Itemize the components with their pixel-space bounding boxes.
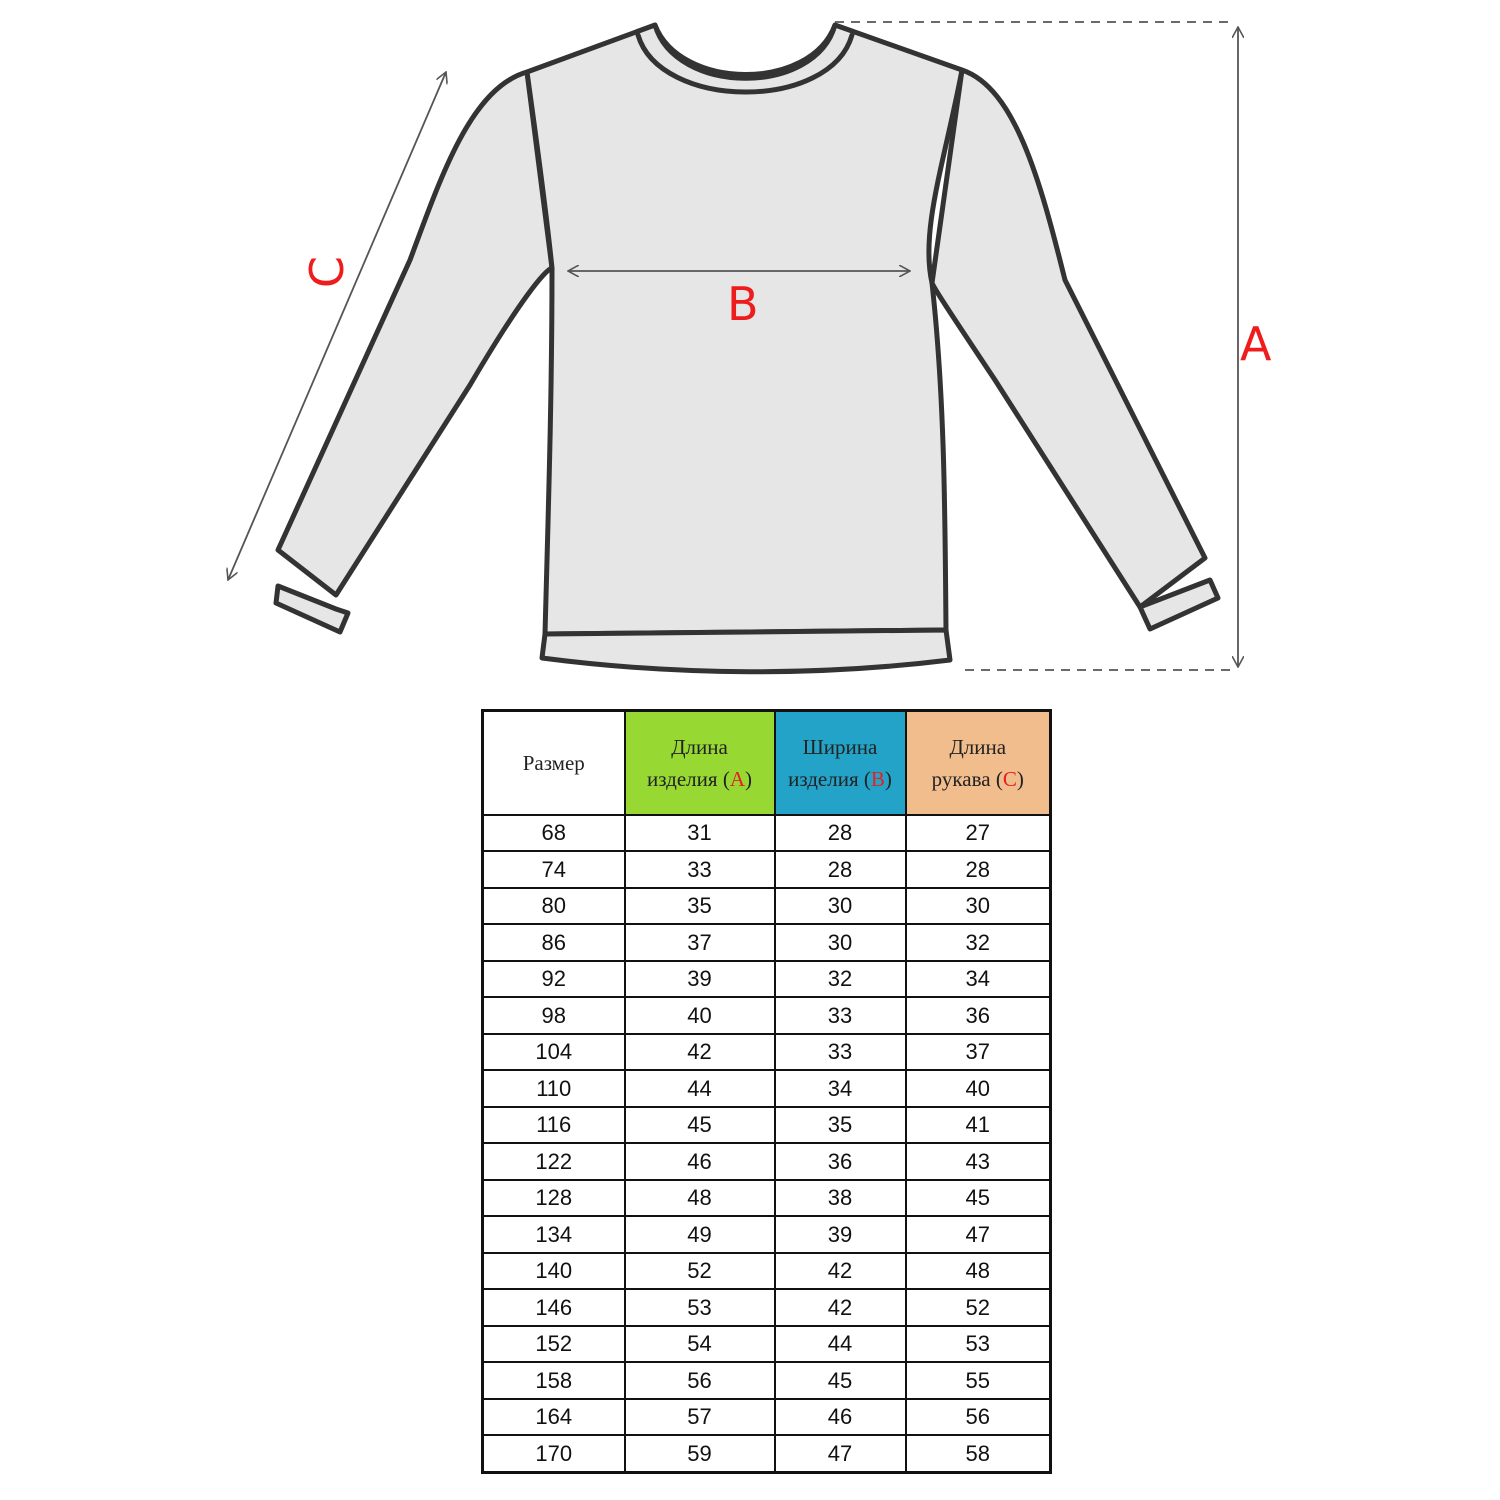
size-cell: 122 xyxy=(483,1143,625,1179)
length-cell: 45 xyxy=(625,1107,775,1143)
header-sleeve: Длина рукава (C) xyxy=(906,711,1051,816)
header-dimension-letter: A xyxy=(729,767,745,791)
sleeve-cell: 55 xyxy=(906,1362,1051,1398)
size-cell: 86 xyxy=(483,924,625,960)
header-row xyxy=(483,711,1051,816)
width-cell: 38 xyxy=(775,1180,906,1216)
length-cell: 44 xyxy=(625,1070,775,1106)
sleeve-label: C xyxy=(300,255,354,289)
width-cell: 44 xyxy=(775,1326,906,1362)
width-cell: 32 xyxy=(775,961,906,997)
length-cell: 40 xyxy=(625,997,775,1033)
header-text-line: Длина xyxy=(671,735,728,759)
width-cell: 42 xyxy=(775,1289,906,1325)
sleeve-cell: 37 xyxy=(906,1034,1051,1070)
right-sleeve xyxy=(932,70,1205,607)
table-row xyxy=(483,888,1051,924)
waistband xyxy=(542,630,950,672)
header-text-line: Размер xyxy=(522,751,585,775)
sleeve-cell: 52 xyxy=(906,1289,1051,1325)
table-row xyxy=(483,1107,1051,1143)
size-cell: 128 xyxy=(483,1180,625,1216)
size-cell: 116 xyxy=(483,1107,625,1143)
length-label: A xyxy=(1240,317,1272,371)
length-cell: 35 xyxy=(625,888,775,924)
size-cell: 134 xyxy=(483,1216,625,1252)
length-cell: 57 xyxy=(625,1399,775,1435)
width-cell: 33 xyxy=(775,997,906,1033)
table-row xyxy=(483,815,1051,851)
size-table-body xyxy=(483,815,1051,1473)
table-row xyxy=(483,961,1051,997)
length-cell: 39 xyxy=(625,961,775,997)
width-cell: 30 xyxy=(775,924,906,960)
table-row xyxy=(483,1253,1051,1289)
width-cell: 45 xyxy=(775,1362,906,1398)
sleeve-cell: 43 xyxy=(906,1143,1051,1179)
table-row xyxy=(483,1180,1051,1216)
sweatshirt-illustration xyxy=(276,25,1218,672)
sleeve-cell: 34 xyxy=(906,961,1051,997)
width-cell: 39 xyxy=(775,1216,906,1252)
length-cell: 52 xyxy=(625,1253,775,1289)
table-row xyxy=(483,851,1051,887)
size-cell: 98 xyxy=(483,997,625,1033)
size-cell: 170 xyxy=(483,1435,625,1472)
sleeve-cell: 27 xyxy=(906,815,1051,851)
sleeve-cell: 36 xyxy=(906,997,1051,1033)
length-cell: 56 xyxy=(625,1362,775,1398)
sleeve-cell: 32 xyxy=(906,924,1051,960)
size-cell: 110 xyxy=(483,1070,625,1106)
length-cell: 53 xyxy=(625,1289,775,1325)
width-cell: 47 xyxy=(775,1435,906,1472)
sleeve-cell: 45 xyxy=(906,1180,1051,1216)
size-cell: 164 xyxy=(483,1399,625,1435)
sweatshirt-size-diagram xyxy=(0,0,1500,700)
sleeve-cell: 28 xyxy=(906,851,1051,887)
table-row xyxy=(483,1034,1051,1070)
sleeve-cell: 56 xyxy=(906,1399,1051,1435)
length-cell: 49 xyxy=(625,1216,775,1252)
sleeve-cell: 41 xyxy=(906,1107,1051,1143)
size-cell: 80 xyxy=(483,888,625,924)
length-cell: 37 xyxy=(625,924,775,960)
width-label: B xyxy=(727,277,759,331)
sleeve-cell: 30 xyxy=(906,888,1051,924)
size-cell: 74 xyxy=(483,851,625,887)
size-cell: 140 xyxy=(483,1253,625,1289)
length-cell: 31 xyxy=(625,815,775,851)
length-cell: 42 xyxy=(625,1034,775,1070)
table-row xyxy=(483,997,1051,1033)
width-cell: 42 xyxy=(775,1253,906,1289)
left-sleeve xyxy=(278,72,552,595)
length-cell: 46 xyxy=(625,1143,775,1179)
width-cell: 35 xyxy=(775,1107,906,1143)
length-cell: 48 xyxy=(625,1180,775,1216)
sleeve-cell: 48 xyxy=(906,1253,1051,1289)
width-cell: 36 xyxy=(775,1143,906,1179)
size-cell: 104 xyxy=(483,1034,625,1070)
table-row xyxy=(483,1143,1051,1179)
table-row xyxy=(483,1289,1051,1325)
sleeve-cell: 53 xyxy=(906,1326,1051,1362)
table-row xyxy=(483,1435,1051,1472)
sleeve-cell: 47 xyxy=(906,1216,1051,1252)
header-size xyxy=(483,711,625,816)
length-cell: 54 xyxy=(625,1326,775,1362)
size-table-header xyxy=(483,711,1051,816)
header-dimension-letter: C xyxy=(1002,767,1017,791)
width-cell: 28 xyxy=(775,815,906,851)
width-cell: 46 xyxy=(775,1399,906,1435)
header-text-line: Длина xyxy=(949,735,1007,759)
header-dimension-letter: B xyxy=(870,767,885,791)
header-text-line: рукава xyxy=(931,767,991,791)
table-row xyxy=(483,1399,1051,1435)
size-table xyxy=(481,709,1052,1474)
width-cell: 30 xyxy=(775,888,906,924)
sleeve-cell: 58 xyxy=(906,1435,1051,1472)
size-cell: 158 xyxy=(483,1362,625,1398)
table-row xyxy=(483,1362,1051,1398)
size-cell: 68 xyxy=(483,815,625,851)
size-cell: 146 xyxy=(483,1289,625,1325)
size-cell: 92 xyxy=(483,961,625,997)
table-row xyxy=(483,1216,1051,1252)
table-row xyxy=(483,1070,1051,1106)
size-cell: 152 xyxy=(483,1326,625,1362)
header-text-line: изделия xyxy=(647,767,718,791)
header-length: Длина изделия (A) xyxy=(625,711,775,816)
table-row xyxy=(483,924,1051,960)
table-row xyxy=(483,1326,1051,1362)
sleeve-cell: 40 xyxy=(906,1070,1051,1106)
header-text-line: изделия xyxy=(788,767,859,791)
header-text-line: Ширина xyxy=(802,735,878,759)
width-cell: 33 xyxy=(775,1034,906,1070)
width-cell: 34 xyxy=(775,1070,906,1106)
width-cell: 28 xyxy=(775,851,906,887)
length-cell: 33 xyxy=(625,851,775,887)
header-width: Ширина изделия (B) xyxy=(775,711,906,816)
length-cell: 59 xyxy=(625,1435,775,1472)
